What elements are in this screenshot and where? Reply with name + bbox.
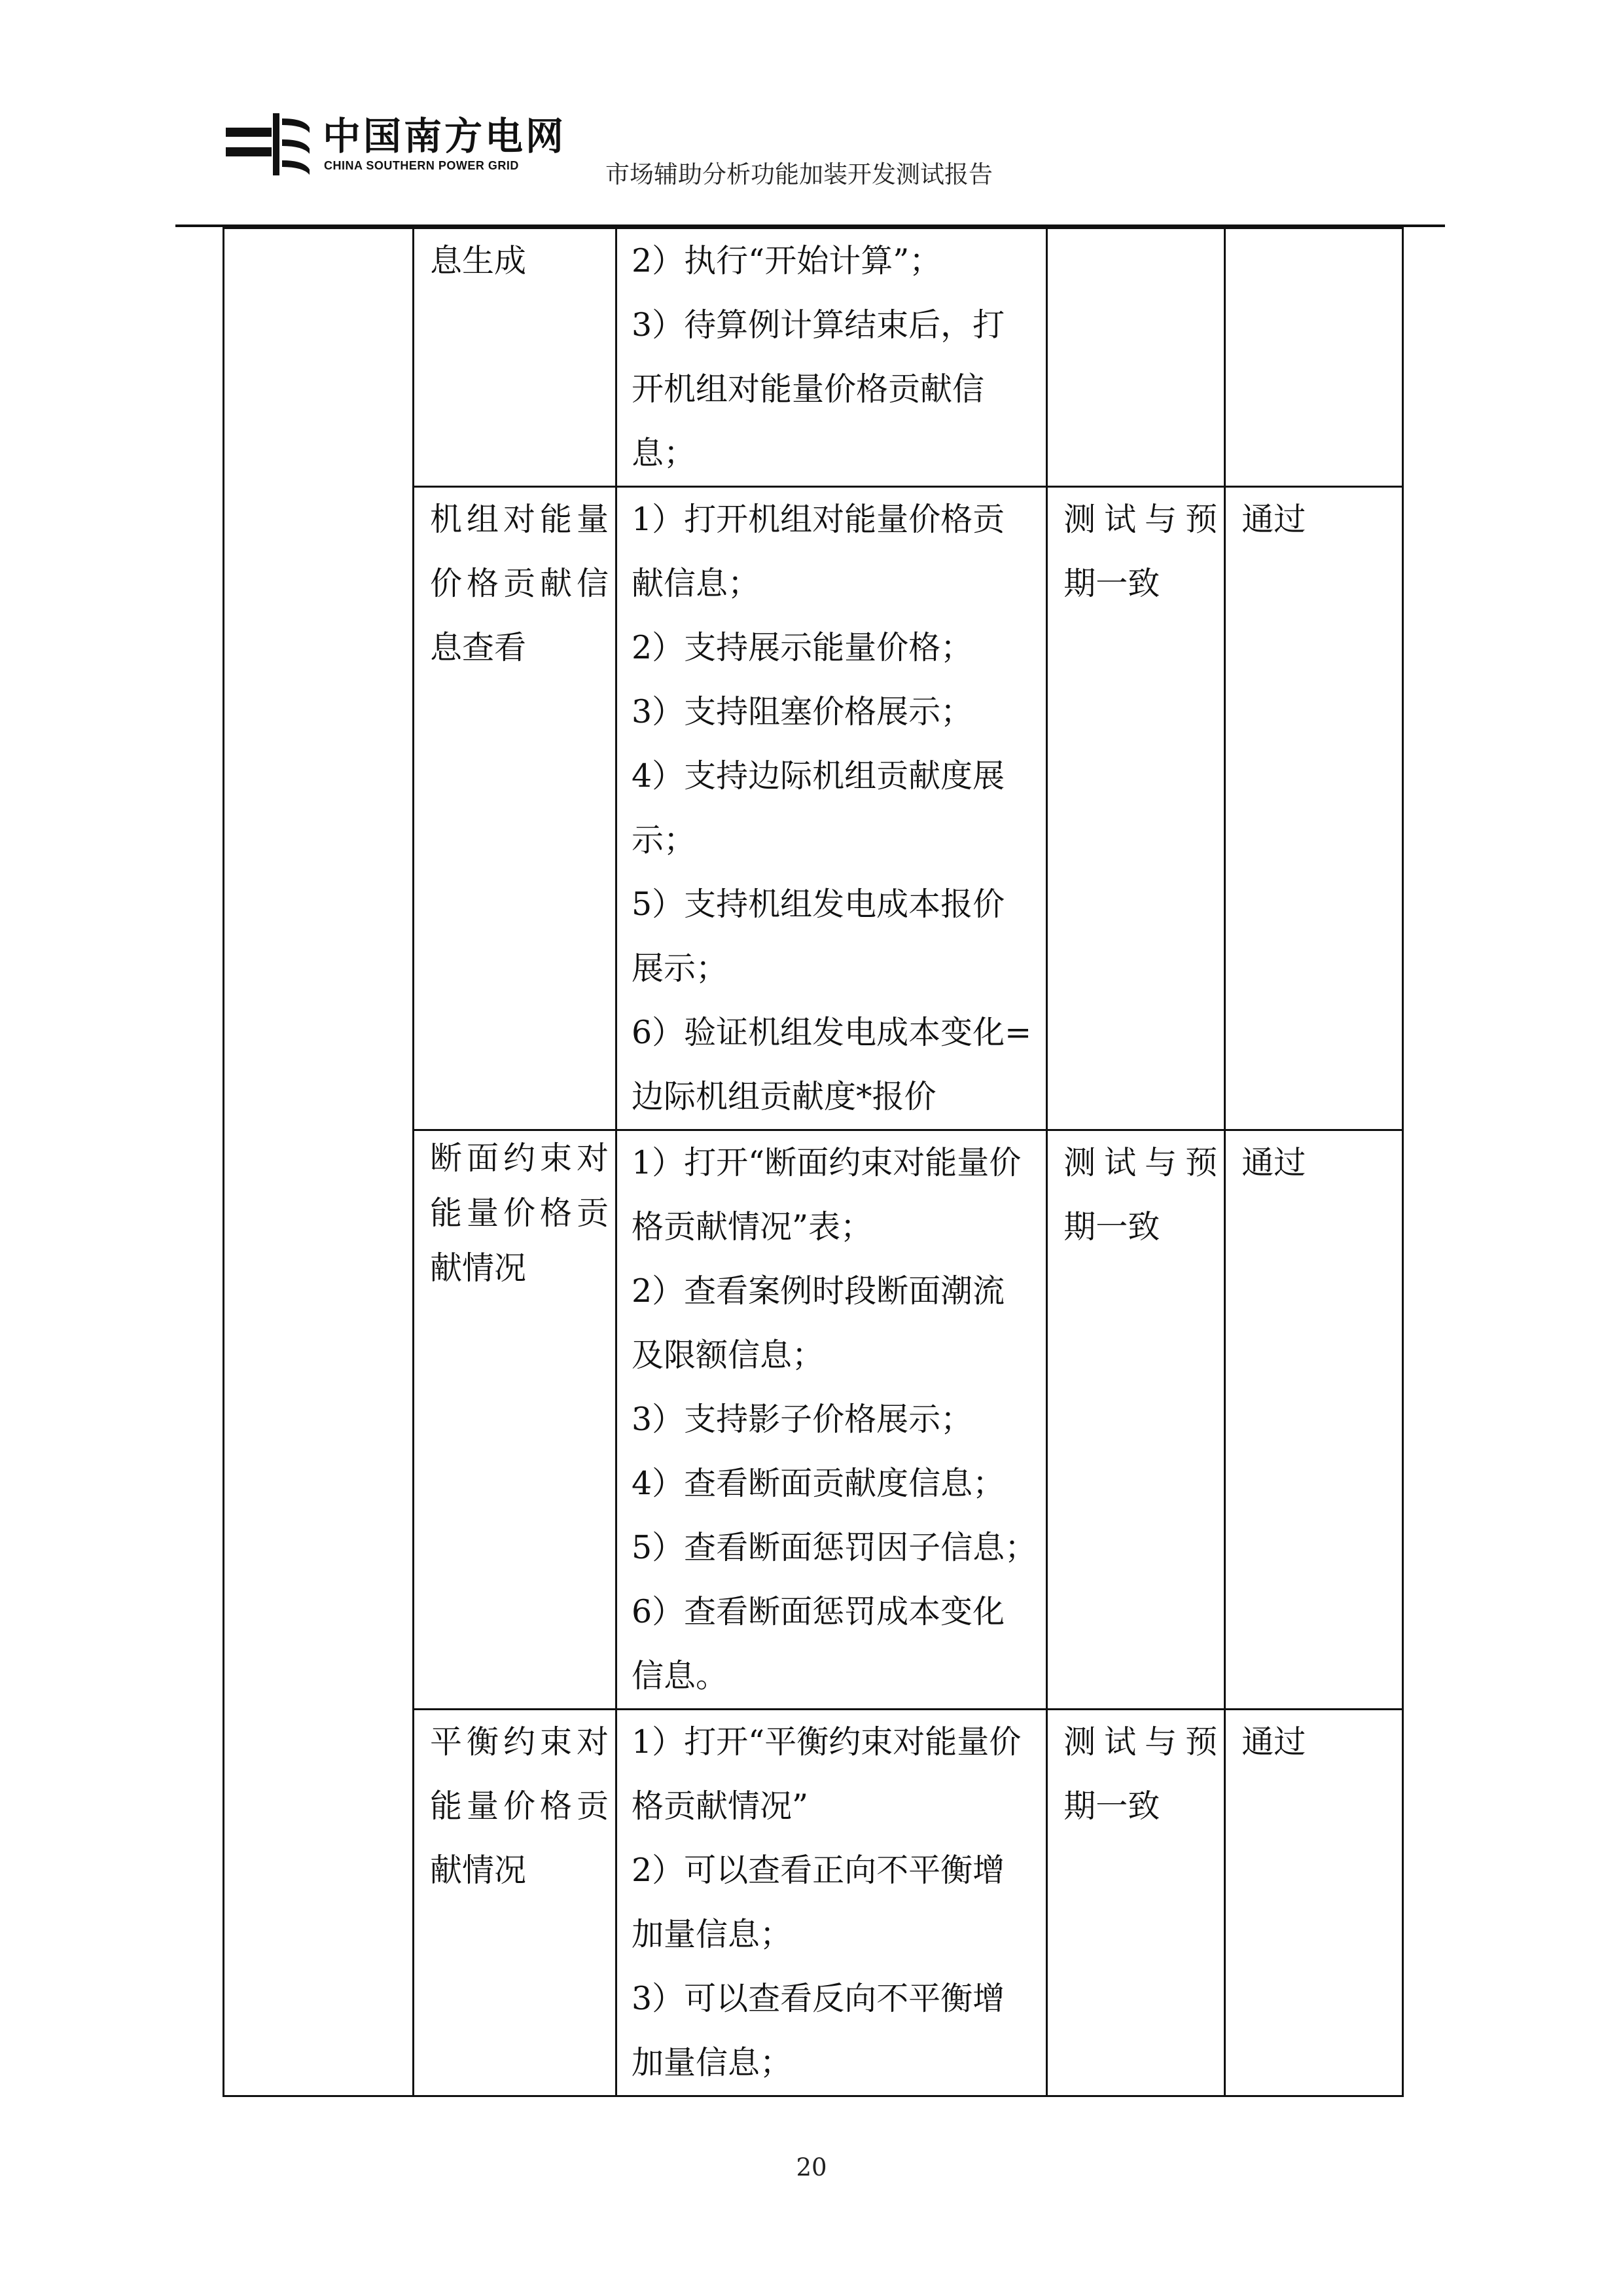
- category-cell: [224, 228, 414, 487]
- csg-logo-icon: [226, 113, 311, 175]
- test-steps-cell-line: 4）查看断面贡献度信息；: [632, 1465, 1005, 1502]
- test-result-cell-line: 期一致: [1063, 1787, 1160, 1825]
- test-steps-cell-line: 2）可以查看正向不平衡增: [632, 1852, 1005, 1889]
- conclusion-cell: [1225, 1710, 1403, 2096]
- test-steps-cell-line: 边际机组贡献度*报价: [632, 1078, 936, 1115]
- table-row: [224, 487, 1403, 1130]
- page-header: [0, 0, 1623, 229]
- test-result-cell: [1047, 1710, 1225, 2096]
- category-cell: [224, 487, 414, 1130]
- test-result-cell: [1047, 228, 1225, 487]
- conclusion-text: 通过: [1241, 501, 1306, 538]
- table-row: [224, 1130, 1403, 1710]
- test-steps-cell-line: 3）支持阻塞价格展示；: [632, 693, 973, 730]
- test-steps-cell-line: 2）查看案例时段断面潮流: [632, 1272, 1005, 1310]
- test-result-cell: [1047, 1130, 1225, 1710]
- test-steps-cell-line: 1）打开“断面约束对能量价: [632, 1144, 1022, 1181]
- test-steps-cell-line: 格贡献情况”表；: [632, 1208, 873, 1246]
- test-item-cell-line: 断面约束对: [430, 1139, 609, 1177]
- test-steps-cell-line: 6）查看断面惩罚成本变化: [632, 1593, 1005, 1630]
- test-result-cell-line: 期一致: [1063, 565, 1160, 602]
- test-steps-cell-line: 加量信息；: [632, 1916, 793, 1953]
- test-item-cell-line: 价格贡献信: [430, 565, 609, 602]
- test-steps-cell: [616, 487, 1047, 1130]
- test-result-cell: [1047, 487, 1225, 1130]
- test-item-cell-line: 平衡约束对: [430, 1723, 609, 1761]
- test-result-cell-line: 测试与预: [1063, 1144, 1218, 1181]
- conclusion-cell: [1225, 1130, 1403, 1710]
- test-steps-cell-line: 献信息；: [632, 565, 760, 602]
- test-steps-cell-line: 展示；: [632, 950, 728, 987]
- page-number: 20: [796, 2153, 827, 2181]
- test-steps-cell-line: 5）查看断面惩罚因子信息；: [632, 1529, 1037, 1566]
- test-steps-cell-line: 息；: [632, 435, 696, 472]
- test-item-cell-line: 能量价格贡: [430, 1194, 609, 1232]
- table-row: [224, 228, 1403, 487]
- logo-english-name: CHINA SOUTHERN POWER GRID: [324, 159, 519, 172]
- test-steps-cell: [616, 1130, 1047, 1710]
- test-item-cell-line: 献情况: [430, 1249, 527, 1287]
- conclusion-cell: [1225, 487, 1403, 1130]
- test-steps-cell-line: 1）打开“平衡约束对能量价: [632, 1723, 1022, 1761]
- test-steps-cell-line: 4）支持边际机组贡献度展: [632, 757, 1005, 795]
- test-steps-cell-line: 3）支持影子价格展示；: [632, 1401, 973, 1438]
- test-steps-cell-line: 格贡献情况”: [632, 1787, 809, 1825]
- table-row: [224, 1710, 1403, 2096]
- test-item-cell-line: 机组对能量: [430, 501, 609, 538]
- test-item-cell-line: 息生成: [430, 242, 527, 279]
- conclusion-cell: [1225, 228, 1403, 487]
- conclusion-text: 通过: [1241, 1723, 1306, 1761]
- test-case-table: [223, 227, 1404, 2097]
- test-steps-cell-line: 6）验证机组发电成本变化=: [632, 1014, 1032, 1051]
- test-item-cell: [414, 1710, 616, 2096]
- test-steps-cell-line: 2）支持展示能量价格；: [632, 629, 973, 666]
- test-steps-cell-line: 1）打开机组对能量价格贡: [632, 501, 1005, 538]
- test-item-cell: [414, 228, 616, 487]
- test-steps-cell-line: 3）待算例计算结束后，打: [632, 306, 1005, 344]
- test-steps-cell-line: 开机组对能量价格贡献信: [632, 370, 985, 408]
- test-steps-cell-line: 示；: [632, 821, 696, 859]
- test-item-cell: [414, 487, 616, 1130]
- test-steps-cell-line: 信息。: [632, 1657, 728, 1695]
- report-title: 市场辅助分析功能加装开发测试报告: [605, 160, 993, 188]
- test-steps-cell-line: 2）执行“开始计算”；: [632, 242, 942, 279]
- test-result-cell-line: 测试与预: [1063, 1723, 1218, 1761]
- test-item-cell-line: 息查看: [430, 629, 527, 666]
- test-steps-cell-line: 3）可以查看反向不平衡增: [632, 1980, 1005, 2017]
- logo-chinese-name: 中国南方电网: [323, 114, 567, 158]
- test-result-cell-line: 测试与预: [1063, 501, 1218, 538]
- test-steps-cell-line: 加量信息；: [632, 2044, 793, 2081]
- test-steps-cell-line: 5）支持机组发电成本报价: [632, 886, 1005, 923]
- category-cell: [224, 1130, 414, 1710]
- company-logo: [226, 108, 579, 180]
- test-item-cell-line: 能量价格贡: [430, 1787, 609, 1825]
- category-cell: [224, 1710, 414, 2096]
- test-steps-cell-line: 及限额信息；: [632, 1336, 825, 1374]
- test-item-cell-line: 献情况: [430, 1852, 527, 1889]
- test-item-cell: [414, 1130, 616, 1710]
- conclusion-text: 通过: [1241, 1144, 1306, 1181]
- test-steps-cell: [616, 1710, 1047, 2096]
- test-steps-cell: [616, 228, 1047, 487]
- test-result-cell-line: 期一致: [1063, 1208, 1160, 1246]
